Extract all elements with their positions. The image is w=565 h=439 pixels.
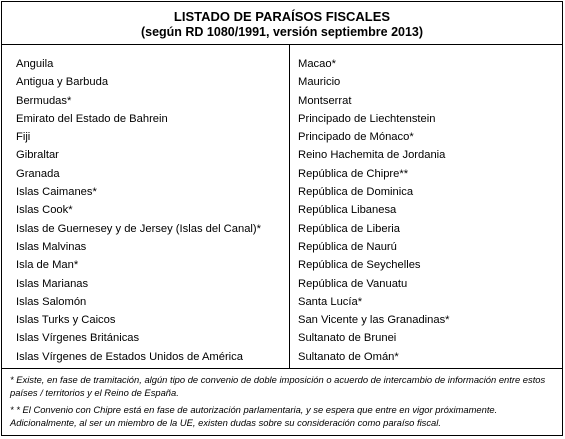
list-item: Islas Vírgenes de Estados Unidos de América [16, 350, 243, 363]
list-item: Sultanato de Brunei [298, 332, 397, 345]
list-item: Anguila [16, 58, 54, 70]
table-header [2, 2, 562, 45]
list-item: San Vicente y las Granadinas* [298, 314, 450, 327]
footnotes [2, 369, 562, 429]
tax-haven-table [1, 1, 563, 436]
list-item: Principado de Liechtenstein [298, 112, 436, 125]
list-item: Islas Salomón [16, 295, 87, 308]
list-item: Islas Cook* [16, 204, 73, 217]
list-item: Bermudas* [16, 94, 72, 107]
list-item: Mauricio [298, 76, 341, 89]
list-item: Emirato del Estado de Bahrein [16, 112, 168, 125]
list-item: Reino Hachemita de Jordania [298, 149, 446, 162]
list-item: Macao* [298, 58, 336, 70]
table-body [2, 45, 562, 369]
list-item: Antigua y Barbuda [16, 76, 109, 89]
list-item: República de Naurú [298, 240, 397, 253]
list-item: Islas Turks y Caicos [16, 314, 116, 327]
list-item: Gibraltar [16, 149, 59, 162]
footnote-double-asterisk: * * El Convenio con Chipre está en fase de autorización parlamentaria, y se espera que entre en vigor próximamente. Adicionalmente, al ser un miembro de la UE, existen dudas sobre su consideración como paraíso fiscal. [10, 404, 498, 428]
list-item: Islas Malvinas [16, 240, 87, 253]
list-item: Granada [16, 167, 60, 180]
list-item: Islas Caimanes* [16, 186, 97, 199]
right-column [298, 55, 450, 366]
footnote-single-asterisk: * Existe, en fase de tramitación, algún tipo de convenio de doble imposición o acuerdo de intercambio de información entre estos países / territorios y el Reino de España. [10, 374, 546, 398]
list-item: Islas Marianas [16, 277, 89, 290]
list-item: Santa Lucía* [298, 295, 363, 308]
table-subtitle: (según RD 1080/1991, versión septiembre 2013) [140, 25, 424, 39]
column-divider [289, 45, 290, 368]
list-item: Montserrat [298, 94, 352, 107]
left-column [16, 55, 261, 366]
list-item: República de Seychelles [298, 259, 421, 272]
list-item: República de Chipre** [298, 167, 409, 180]
list-item: República de Vanuatu [298, 277, 408, 290]
list-item: Isla de Man* [16, 259, 79, 272]
list-item: República de Dominica [298, 186, 414, 199]
list-item: Principado de Mónaco* [298, 131, 414, 144]
list-item: Sultanato de Omán* [298, 350, 399, 363]
list-item: Islas Vírgenes Británicas [16, 332, 140, 345]
list-item: Fiji [16, 131, 31, 144]
table-title: LISTADO DE PARAÍSOS FISCALES [173, 9, 391, 24]
list-item: República de Liberia [298, 222, 400, 235]
list-item: Islas de Guernesey y de Jersey (Islas del Canal)* [16, 222, 261, 235]
list-item: República Libanesa [298, 204, 397, 217]
